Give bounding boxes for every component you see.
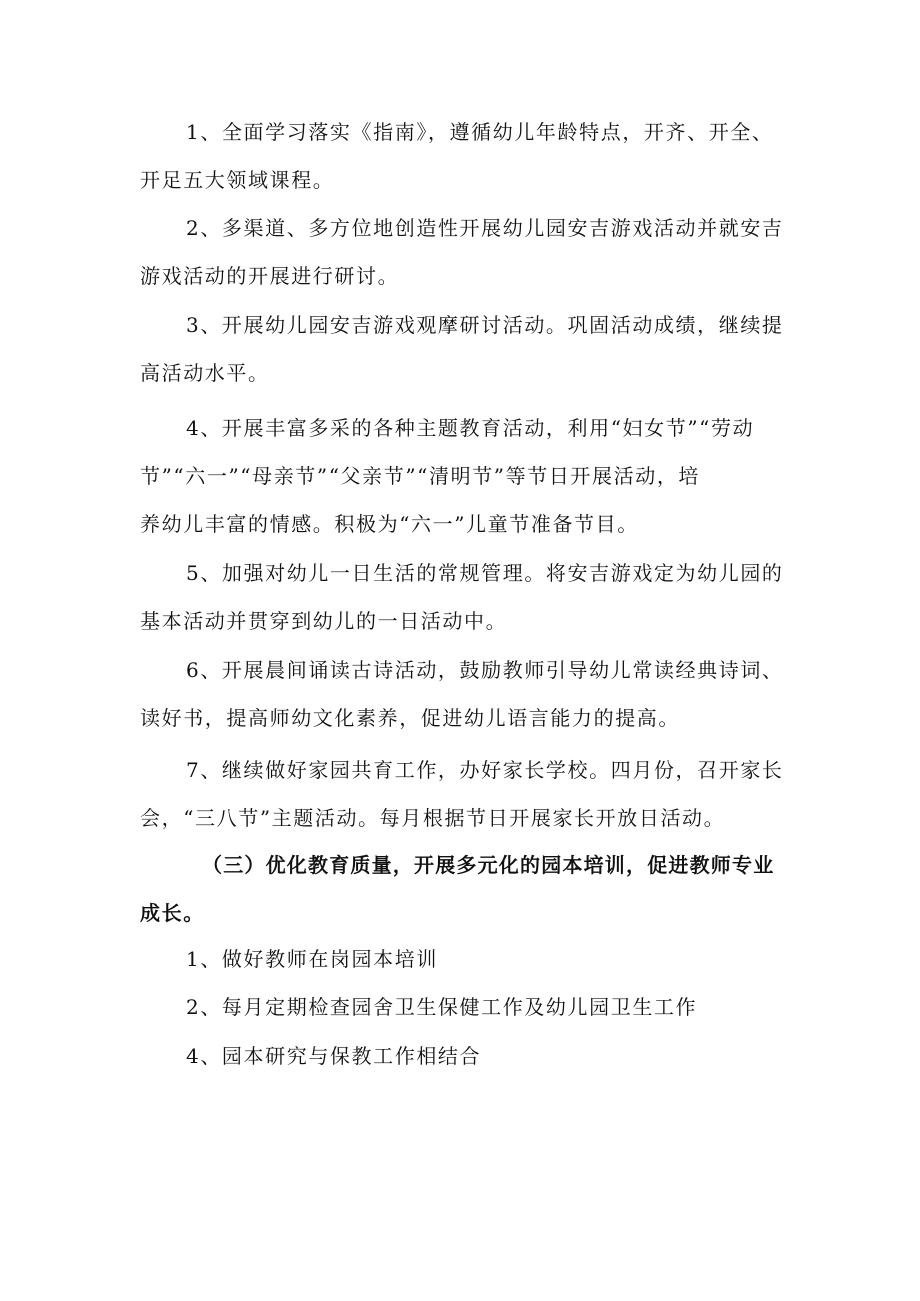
paragraph-1-line-2: 开足五大领域课程。: [140, 168, 335, 192]
paragraph-4-line-1: 4、开展丰富多采的各种主题教育活动，利用“妇女节”“劳动: [186, 416, 755, 440]
paragraph-3-line-2: 高活动水平。: [140, 361, 270, 385]
paragraph-7-line-2: 会，“三八节”主题活动。每月根据节日开展家长开放日活动。: [140, 806, 726, 830]
paragraph-5-line-1: 5、加强对幼儿一日生活的常规管理。将安吉游戏定为幼儿园的: [186, 561, 784, 585]
paragraph-3-line-1: 3、开展幼儿园安吉游戏观摩研讨活动。巩固活动成绩，继续提: [186, 313, 784, 337]
section-heading-line-2: 成长。: [140, 901, 205, 925]
paragraph-4-line-3: 养幼儿丰富的情感。积极为“六一”儿童节准备节目。: [140, 512, 639, 536]
paragraph-1-line-1: 1、全面学习落实《指南》，遵循幼儿年龄特点，开齐、开全、: [186, 120, 774, 144]
paragraph-7-line-1: 7、继续做好家园共育工作，办好家长学校。四月份，召开家长: [186, 758, 784, 782]
item-2: 2、每月定期检查园舍卫生保健工作及幼儿园卫生工作: [186, 995, 698, 1019]
section-heading-line-1: （三）优化教育质量，开展多元化的园本培训，促进教师专业: [202, 853, 775, 877]
item-1: 1、做好教师在岗园本培训: [186, 947, 438, 971]
paragraph-5-line-2: 基本活动并贯穿到幼儿的一日活动中。: [140, 609, 508, 633]
paragraph-4-line-2: 节”“六一”“母亲节”“父亲节”“清明节”等节日开展活动，培: [140, 464, 701, 488]
item-3: 4、园本研究与保教工作相结合: [186, 1044, 482, 1068]
paragraph-2-line-2: 游戏活动的开展进行研讨。: [140, 264, 400, 288]
paragraph-6-line-2: 读好书，提高师幼文化素养，促进幼儿语言能力的提高。: [140, 706, 680, 730]
paragraph-2-line-1: 2、多渠道、多方位地创造性开展幼儿园安吉游戏活动并就安吉: [186, 216, 784, 240]
paragraph-6-line-1: 6、开展晨间诵读古诗活动，鼓励教师引导幼儿常读经典诗词、: [186, 658, 784, 682]
